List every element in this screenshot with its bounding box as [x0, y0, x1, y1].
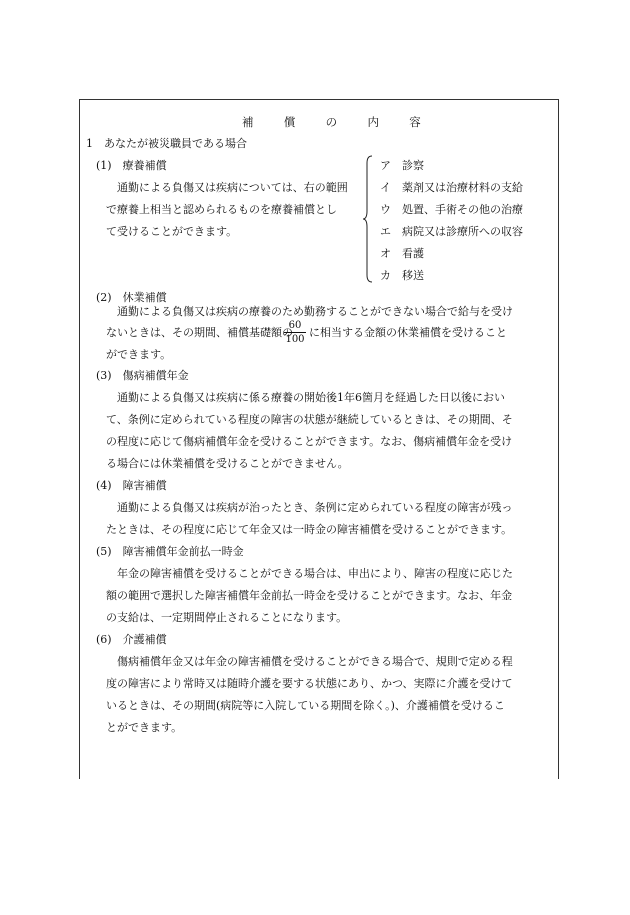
paragraph-line: の程度に応じて傷病補償年金を受けることができます。なお、傷病補償年金を受け: [106, 435, 513, 448]
paragraph-line: に相当する金額の休業補償を受けること: [309, 326, 507, 339]
paragraph-line: 年金の障害補償を受けることができる場合は、申出により、障害の程度に応じた: [117, 567, 513, 580]
paragraph-line: 通勤による負傷又は疾病の療養のため勤務することができない場合で給与を受け: [117, 305, 513, 318]
paragraph-line: たときは、その程度に応じて年金又は一時金の障害補償を受けることができます。: [106, 523, 513, 536]
paragraph-line: て受けることができます。: [106, 225, 238, 238]
paragraph-line: る場合には休業補償を受けることができません。: [106, 457, 349, 470]
paragraph-line: 度の障害により常時又は随時介護を要する状態にあり、かつ、実際に介護を受けて: [106, 677, 513, 690]
paragraph-line: 額の範囲で選択した障害補償年金前払一時金を受けることができます。なお、年金: [106, 589, 513, 602]
paragraph-line: 通勤による負傷又は疾病については、右の範囲: [117, 181, 348, 194]
item-heading-ryoyo: (1) 療養補償: [96, 159, 167, 172]
paragraph-line: の支給は、一定期間停止されることになります。: [106, 611, 348, 624]
item-heading-maebarai: (5) 障害補償年金前払一時金: [96, 545, 244, 558]
section-heading: 1 あなたが被災職員である場合: [86, 137, 247, 150]
paragraph-line: とができます。: [106, 721, 183, 734]
paragraph-line: 傷病補償年金又は年金の障害補償を受けることができる場合で、規則で定める程: [117, 655, 513, 668]
item-heading-kaigo: (6) 介護補償: [96, 633, 167, 646]
paragraph-line: て、条例に定められている程度の障害の状態が継続しているときは、その期間、そ: [106, 413, 513, 426]
option-item: エ 病院又は診療所への収容: [380, 225, 523, 238]
paragraph-line: 通勤による負傷又は疾病が治ったとき、条例に定められている程度の障害が残っ: [117, 501, 513, 514]
option-item: ウ 処置、手術その他の治療: [380, 203, 523, 216]
fraction: [284, 320, 306, 345]
option-item: カ 移送: [380, 269, 424, 282]
brace-icon: [363, 155, 373, 283]
page-title: 補 償 の 内 容: [242, 115, 422, 129]
paragraph-line: ができます。: [106, 348, 172, 361]
fraction-numerator: 60: [284, 320, 306, 333]
paragraph-line: 通勤による負傷又は疾病に係る療養の開始後1年6箇月を経過した日以後におい: [117, 391, 505, 404]
item-heading-shogai: (4) 障害補償: [96, 479, 167, 492]
option-item: イ 薬剤又は治療材料の支給: [380, 181, 523, 194]
paragraph-line: で療養上相当と認められるものを療養補償とし: [106, 203, 337, 216]
fraction-denominator: 100: [285, 334, 305, 345]
option-item: オ 看護: [380, 247, 424, 260]
item-heading-shobyo: (3) 傷病補償年金: [96, 369, 189, 382]
item-heading-kyugyo: (2) 休業補償: [96, 291, 167, 304]
option-item: ア 診察: [380, 159, 424, 172]
paragraph-line: いるときは、その期間(病院等に入院している期間を除く。)、介護補償を受けるこ: [106, 699, 505, 712]
paragraph-line: ないときは、その期間、補償基礎額の: [106, 326, 293, 339]
